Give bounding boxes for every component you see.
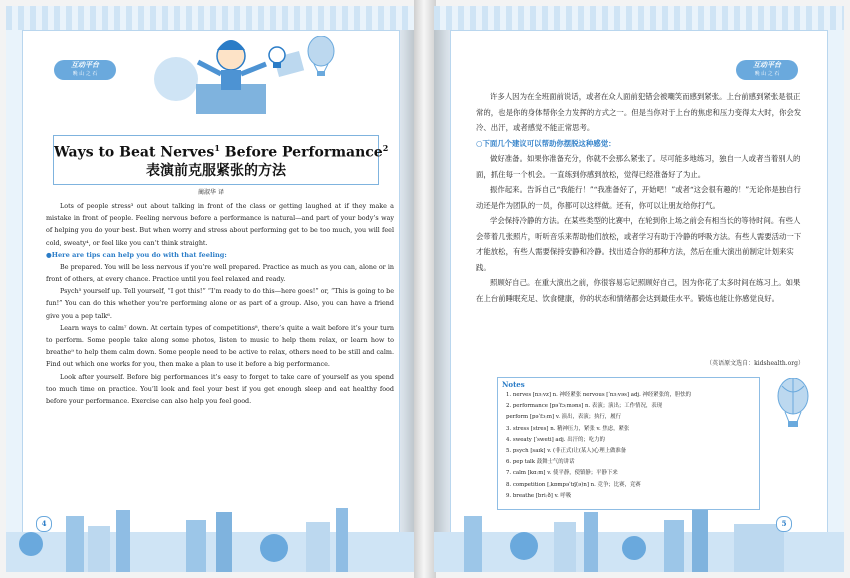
article-title-box bbox=[53, 135, 389, 185]
tips-heading: ●Here are tips can help you do with that feeling: bbox=[46, 250, 227, 259]
chinese-article bbox=[476, 89, 804, 306]
note-item: 5. psych [saɪk] v. (非正式)让(某人)心理上做准备 bbox=[506, 448, 627, 455]
balloon-icon bbox=[306, 36, 336, 78]
note-item: perform [pəˈfɔːm] v. 演出，表演；执行，履行 bbox=[506, 414, 621, 421]
note-item: 7. calm [kɑːm] v. 使平静，使镇静；平静下来 bbox=[506, 470, 618, 477]
city-skyline-illustration bbox=[6, 502, 416, 572]
note-item: 9. breathe [briːð] v. 呼吸 bbox=[506, 492, 572, 499]
cartoon-character-illustration bbox=[126, 24, 326, 124]
source-credit: （英语原文选自：kidshealth.org） bbox=[706, 360, 804, 367]
book-gutter bbox=[414, 0, 436, 578]
note-item: 8. competition [ˌkɒmpəˈtɪʃ(ə)n] n. 竞争；比赛，竞赛 bbox=[506, 481, 641, 488]
paragraph: Psych⁵ yourself up. Tell yourself, “I got this!” “I’m ready to do this—here goes!” or, “This is going to be fun!” You can do this whether you’re performing alone or as part of a group. Also, you can have a friend give you a pep talk⁶. bbox=[46, 287, 394, 320]
note-item: 2. performance [pəˈfɔːməns] n. 表演；演出；工作情况，表现 bbox=[506, 403, 663, 410]
badge-line2: 晚 山 之 石 bbox=[72, 71, 98, 77]
section-badge bbox=[736, 60, 798, 80]
badge-line2: 晚 山 之 石 bbox=[754, 71, 780, 77]
note-item: 1. nerves [nɜːvz] n. 神经紧张 nervous [ˈnɜːvəs] adj. 神经紧张的，胆怯的 bbox=[506, 392, 692, 398]
lightbulb-icon bbox=[268, 46, 286, 72]
note-item: 4. sweaty [ˈsweti] adj. 出汗的；吃力的 bbox=[506, 436, 605, 443]
paragraph: 许多人因为在全班面前说话，或者在众人面前犯错会被嘲笑而感到紧张。上台前感到紧张是很正常的，也是你的身体帮你全力发挥的方式之一。但是当你对于上台的焦虑和压力变得太大时，你会发冷、出汗，或者感觉不能正常思考。 bbox=[476, 92, 802, 132]
right-page bbox=[434, 6, 844, 572]
paragraph: 学会保持冷静的方法。在某些类型的比赛中，在轮到你上场之前会有相当长的等待时间。有些人会带着几张照片，听听音乐来帮助他们放松，或者学习有助于冷静的呼吸方法。有些人需要活动一下才能放松，有些人需要保持安静和冷静。找出适合你的那种方法，然后在重大演出前制定计划来实践。 bbox=[476, 216, 802, 272]
paragraph: Learn ways to calm⁷ down. At certain types of competitions⁸, there’s quite a wait before it’s your turn to perform. Some people take along some photos, listen to music to help them relax, or learn how to breathe⁹ to help them calm down. Some people need to be active to relax, others need to be still and calm. Find out which one works for you, then make a plan to use it before a big performance. bbox=[46, 323, 394, 369]
paragraph: 照顾好自己。在重大演出之前，你很容易忘记照顾好自己，因为你花了太多时间在练习上。如果在上台前睡眠充足、饮食健康，你的状态和情绪都会达到最佳水平。锻炼也能让你感觉良好。 bbox=[476, 278, 801, 303]
note-item: 3. stress [stres] n. 精神压力，紧张 v. 焦虑，紧张 bbox=[506, 425, 630, 432]
left-page bbox=[6, 6, 416, 572]
top-pattern bbox=[434, 6, 844, 30]
note-item: 6. pep talk 鼓舞士气的讲话 bbox=[506, 459, 575, 466]
paragraph: Look after yourself. Before big performances it’s easy to forget to take care of yourself as you spend too much time on practice. You’ll look and feel your best if you get enough sleep and eat healthy food before your performance. Exercise can also help you feel good. bbox=[46, 372, 394, 406]
badge-line1: 互动平台 bbox=[71, 60, 99, 69]
english-article bbox=[46, 200, 394, 407]
translator-credit: 蔺淑华 译 bbox=[198, 189, 224, 196]
tips-heading: ○下面几个建议可以帮助你摆脱这种感觉： bbox=[476, 138, 616, 148]
page-number: 4 bbox=[36, 516, 52, 532]
paragraph: 振作起来。告诉自己“我能行！”“我准备好了，开始吧！”或者“这会很有趣的！”无论你是独自行动还是作为团队的一员，你都可以这样做。还有，你可以让朋友给你打气。 bbox=[476, 185, 801, 210]
title-english: Ways to Beat Nerves$^1$ Before Performance$^2$ bbox=[54, 143, 389, 161]
paragraph: Lots of people stress³ out about talking in front of the class or getting laughed at if they make a mistake in front of people. Feeling nervous before a performance is natural—and part of your body’s way of helping you do your best. But when worry and stress about performing get to be too much, you will feel cold, sweaty⁴, or feel like you can’t think straight. bbox=[46, 202, 394, 247]
paragraph: Be prepared. You will be less nervous if you’re well prepared. Practice as much as you can, alone or in front of others, at every chance. Practice until you feel relaxed and ready. bbox=[46, 262, 394, 284]
notes-title: Notes bbox=[502, 380, 525, 389]
notes-list bbox=[506, 390, 755, 502]
page-number: 5 bbox=[776, 516, 792, 532]
city-skyline-illustration bbox=[434, 502, 844, 572]
vocabulary-notes-box bbox=[497, 377, 760, 510]
paragraph: 做好准备。如果你准备充分，你就不会那么紧张了。尽可能多地练习，独自一人或者当着别人的面，抓住每一个机会。一直练到你感到放松，觉得已经准备好了为止。 bbox=[476, 154, 801, 179]
title-chinese: 表演前克服紧张的方法 bbox=[146, 162, 286, 179]
section-badge bbox=[54, 60, 116, 80]
balloon-icon bbox=[776, 378, 810, 430]
badge-line1: 互动平台 bbox=[753, 60, 781, 69]
